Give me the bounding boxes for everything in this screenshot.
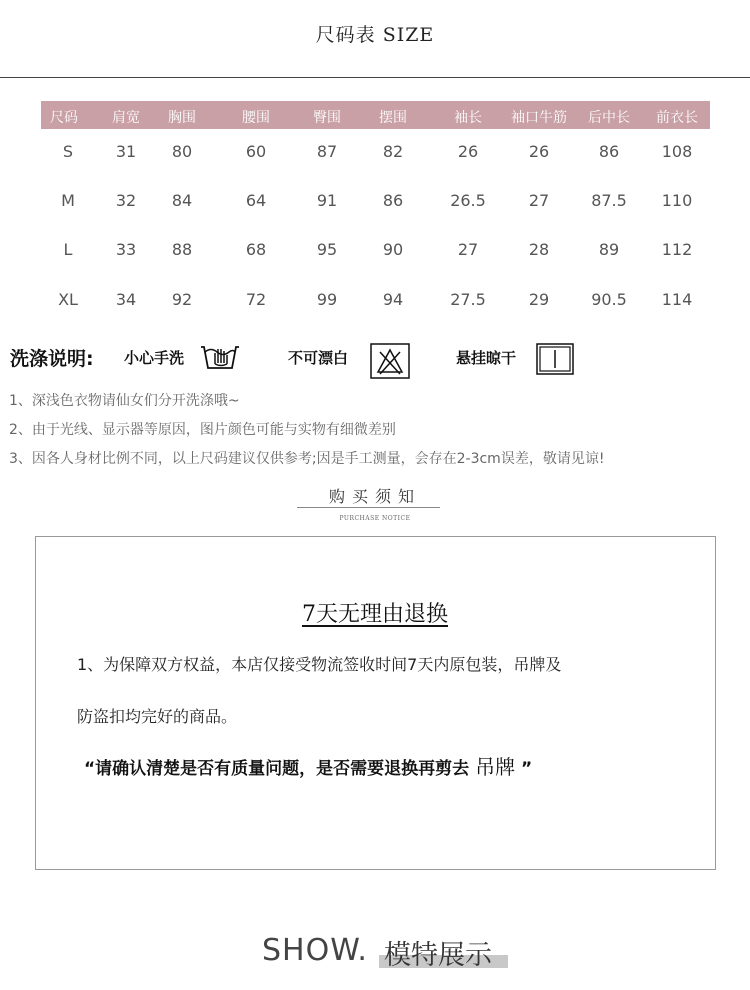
table-cell: 27 <box>457 240 479 259</box>
header-cell: 臀围 <box>313 110 341 126</box>
size-cell: L <box>63 240 73 259</box>
table-row <box>0 240 750 264</box>
table-cell: 87.5 <box>591 191 627 210</box>
table-cell: 87 <box>316 142 338 161</box>
hand-wash-icon <box>199 341 241 373</box>
table-cell: 33 <box>115 240 137 259</box>
care-label-line-dry: 悬挂晾干 <box>456 349 517 367</box>
line-dry-icon <box>536 343 574 375</box>
note-line: 2、由于光线、显示器等原因，图片颜色可能与实物有细微差别 <box>9 422 396 438</box>
quote-tag-text: 吊牌 <box>475 755 516 779</box>
table-cell: 88 <box>171 240 193 259</box>
table-cell: 90 <box>382 240 404 259</box>
table-cell: 95 <box>316 240 338 259</box>
table-cell: 108 <box>661 142 693 161</box>
header-cell: 袖口牛筋 <box>511 110 567 126</box>
header-cell: 后中长 <box>588 110 630 126</box>
notice-box <box>35 536 716 870</box>
table-cell: 91 <box>316 191 338 210</box>
care-label-hand-wash: 小心手洗 <box>124 349 185 367</box>
notice-line: 防盗扣均完好的商品。 <box>77 707 238 726</box>
show-heading: SHOW. <box>262 933 368 968</box>
table-cell: 27 <box>528 191 550 210</box>
size-cell: M <box>61 191 75 210</box>
table-cell: 114 <box>661 290 693 309</box>
header-cell: 胸围 <box>168 110 196 126</box>
table-cell: 26 <box>457 142 479 161</box>
table-cell: 86 <box>382 191 404 210</box>
table-cell: 99 <box>316 290 338 309</box>
table-cell: 94 <box>382 290 404 309</box>
model-display-heading: 模特展示 <box>384 940 492 971</box>
size-cell: S <box>62 142 74 161</box>
size-table-header <box>41 101 710 129</box>
table-row <box>0 142 750 166</box>
table-cell: 34 <box>115 290 137 309</box>
table-cell: 26.5 <box>450 191 486 210</box>
divider <box>297 507 440 508</box>
note-line: 3、因各人身材比例不同，以上尺码建议仅供参考;因是手工测量，会存在2-3cm误差，敬请见谅! <box>9 451 605 467</box>
table-cell: 60 <box>245 142 267 161</box>
table-cell: 31 <box>115 142 137 161</box>
table-cell: 89 <box>598 240 620 259</box>
table-cell: 27.5 <box>450 290 486 309</box>
header-cell: 肩宽 <box>112 110 140 126</box>
header-cell: 摆围 <box>379 110 407 126</box>
header-cell: 尺码 <box>50 110 78 126</box>
care-label-no-bleach: 不可漂白 <box>288 349 349 367</box>
size-cell: XL <box>58 290 78 309</box>
table-cell: 92 <box>171 290 193 309</box>
divider <box>0 77 750 78</box>
table-cell: 26 <box>528 142 550 161</box>
purchase-notice-title: 购买须知 <box>328 487 421 506</box>
return-policy-title: 7天无理由退换 <box>302 602 448 627</box>
note-line: 1、深浅色衣物请仙女们分开洗涤哦~ <box>9 393 240 409</box>
table-row <box>0 191 750 215</box>
table-cell: 112 <box>661 240 693 259</box>
quote-text: “请确认清楚是否有质量问题，是否需要退换再剪去 <box>84 759 470 779</box>
table-cell: 29 <box>528 290 550 309</box>
washing-title: 洗涤说明: <box>10 348 94 370</box>
no-bleach-icon <box>370 343 410 379</box>
table-cell: 72 <box>245 290 267 309</box>
table-cell: 80 <box>171 142 193 161</box>
table-cell: 82 <box>382 142 404 161</box>
table-cell: 28 <box>528 240 550 259</box>
table-cell: 110 <box>661 191 693 210</box>
header-cell: 袖长 <box>454 110 482 126</box>
size-chart-title: 尺码表 SIZE <box>315 24 435 46</box>
purchase-notice-subtitle: PURCHASE NOTICE <box>339 515 411 522</box>
header-cell: 前衣长 <box>656 110 698 126</box>
table-cell: 84 <box>171 191 193 210</box>
notice-quote <box>84 751 532 780</box>
table-row <box>0 290 750 314</box>
header-cell: 腰围 <box>242 110 270 126</box>
table-cell: 86 <box>598 142 620 161</box>
table-cell: 90.5 <box>591 290 627 309</box>
table-cell: 68 <box>245 240 267 259</box>
table-cell: 32 <box>115 191 137 210</box>
table-cell: 64 <box>245 191 267 210</box>
quote-close: ” <box>521 759 533 779</box>
notice-line: 1、为保障双方权益，本店仅接受物流签收时间7天内原包装，吊牌及 <box>77 655 562 674</box>
